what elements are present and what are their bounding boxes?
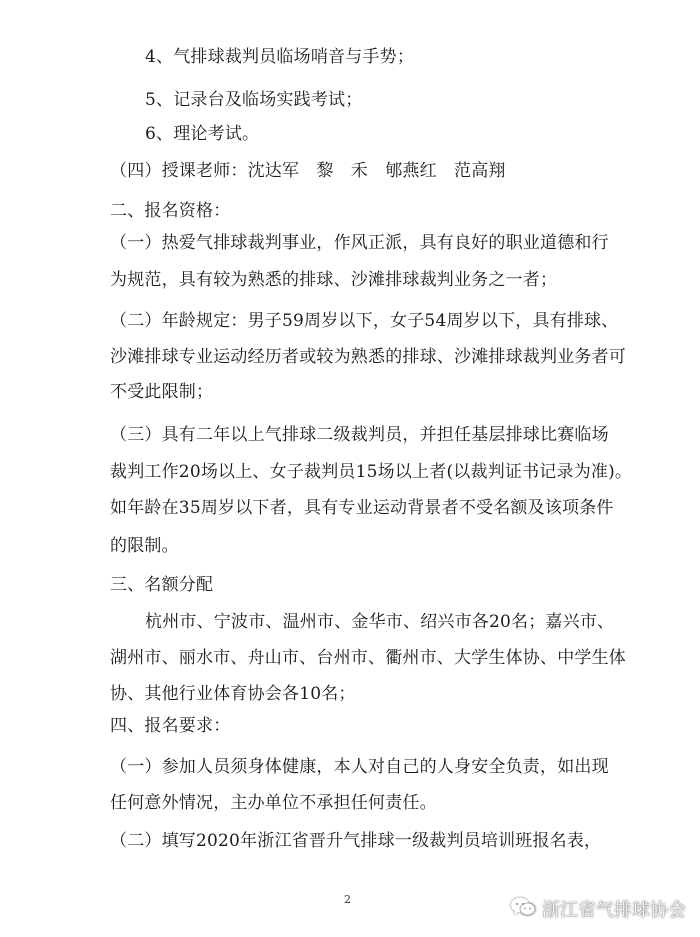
watermark bbox=[510, 894, 686, 924]
text-line: 4、气排球裁判员临场哨音与手势； bbox=[145, 47, 415, 67]
text-line: （三）具有二年以上气排球二级裁判员，并担任基层排球比赛临场 bbox=[110, 425, 609, 445]
section-heading: 四、报名要求： bbox=[110, 716, 231, 736]
text-line: 沙滩排球专业运动经历者或较为熟悉的排球、沙滩排球裁判业务者可 bbox=[110, 347, 626, 367]
text-line: 如年龄在35周岁以下者，具有专业运动背景者不受名额及该项条件 bbox=[110, 498, 614, 518]
page-number: 2 bbox=[344, 893, 351, 906]
text-line: 6、理论考试。 bbox=[145, 124, 260, 144]
text-line: （二）填写2020年浙江省晋升气排球一级裁判员培训班报名表， bbox=[110, 831, 602, 851]
watermark-text: 浙江省气排球协会 bbox=[542, 900, 686, 921]
text-line: （二）年龄规定：男子59周岁以下，女子54周岁以下，具有排球、 bbox=[110, 311, 619, 331]
text-line: 为规范，具有较为熟悉的排球、沙滩排球裁判业务之一者； bbox=[110, 270, 558, 290]
text-line: 任何意外情况，主办单位不承担任何责任。 bbox=[110, 793, 437, 813]
text-line: （一）热爱气排球裁判事业，作风正派，具有良好的职业道德和行 bbox=[110, 233, 609, 253]
wechat-icon bbox=[510, 896, 536, 923]
text-line: 湖州市、丽水市、舟山市、台州市、衢州市、大学生体协、中学生体 bbox=[110, 648, 626, 668]
section-heading: 三、名额分配 bbox=[110, 575, 214, 595]
text-line: 协、其他行业体育协会各10名； bbox=[110, 684, 356, 704]
text-line: 5、记录台及临场实践考试； bbox=[145, 90, 363, 110]
text-line: 裁判工作20场以上、女子裁判员15场以上者(以裁判证书记录为准)。 bbox=[110, 462, 633, 482]
text-line: （一）参加人员须身体健康，本人对自己的人身安全负责，如出现 bbox=[110, 757, 609, 777]
section-heading: 二、报名资格： bbox=[110, 201, 231, 221]
text-line: 的限制。 bbox=[110, 536, 179, 556]
text-line: （四）授课老师：沈达军 黎 禾 郇燕红 范高翔 bbox=[110, 161, 506, 181]
text-line: 杭州市、宁波市、温州市、金华市、绍兴市各20名；嘉兴市、 bbox=[145, 612, 615, 632]
text-line: 不受此限制； bbox=[110, 382, 214, 402]
